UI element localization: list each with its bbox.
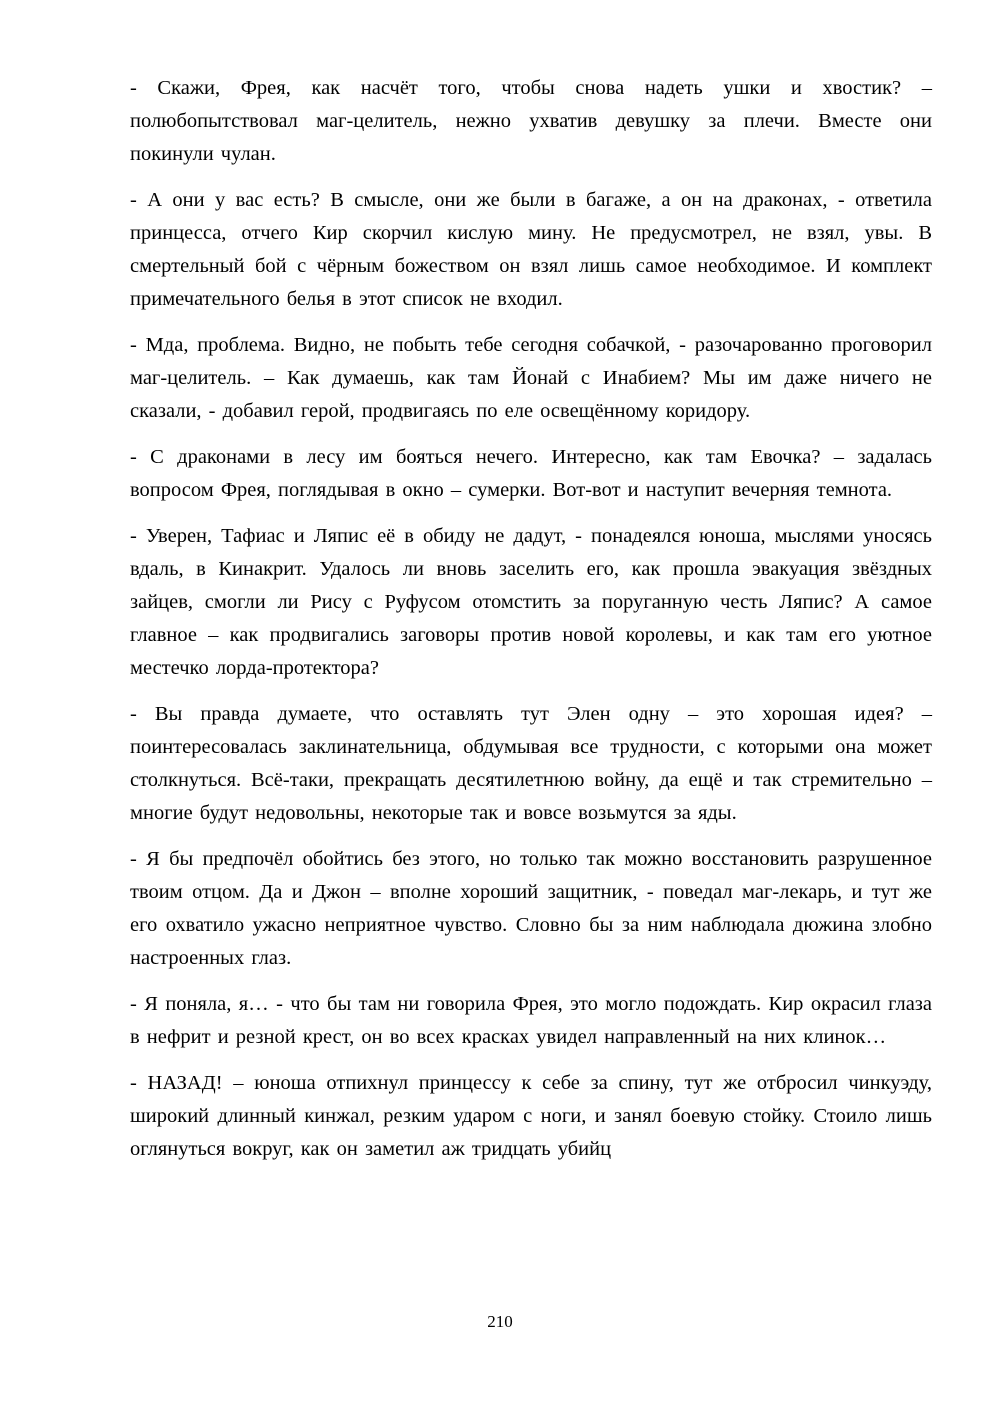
paragraph-3: - Мда, проблема. Видно, не побыть тебе сегодня собачкой, - разочарованно проговорил маг-целитель. – Как думаешь, как там Йонай с Инабием? Мы им даже ничего не сказали, - добавил герой, продвигаясь по еле освещённому коридору. — [130, 334, 932, 422]
paragraph-6: - Вы правда думаете, что оставлять тут Элен одну – это хорошая идея? – поинтересовалась заклинательница, обдумывая все трудности, с которыми она может столкнуться. Всё-таки, прекращать десятилетнюю войну, да ещё и так стремительно – многие будут недовольны, некоторые так и вовсе возьмутся за яды. — [130, 703, 932, 824]
paragraph-8: - Я поняла, я… - что бы там ни говорила Фрея, это могло подождать. Кир окрасил глаза в нефрит и резной крест, он во всех красках увидел направленный на них клинок… — [130, 993, 932, 1048]
paragraph-4: - С драконами в лесу им бояться нечего. Интересно, как там Евочка? – задалась вопросом Фрея, поглядывая в окно – сумерки. Вот-вот и наступит вечерняя темнота. — [130, 446, 932, 501]
paragraph-5: - Уверен, Тафиас и Ляпис её в обиду не дадут, - понадеялся юноша, мыслями уносясь вдаль, в Кинакрит. Удалось ли вновь заселить его, как прошла эвакуация звёздных зайцев, смогли ли Рису с Руфусом отомстить за поруганную честь Ляпис? А самое главное – как продвигались заговоры против новой королевы, и как там его уютное местечко лорда-протектора? — [130, 525, 932, 679]
paragraph-1: - Скажи, Фрея, как насчёт того, чтобы снова надеть ушки и хвостик? – полюбопытствовал маг-целитель, нежно ухватив девушку за плечи. Вместе они покинули чулан. — [130, 77, 932, 165]
paragraph-7: - Я бы предпочёл обойтись без этого, но только так можно восстановить разрушенное твоим отцом. Да и Джон – вполне хороший защитник, - поведал маг-лекарь, и тут же его охватило ужасно неприятное чувство. Словно бы за ним наблюдала дюжина злобно настроенных глаз. — [130, 848, 932, 969]
paragraph-2: - А они у вас есть? В смысле, они же были в багаже, а он на драконах, - ответила принцесса, отчего Кир скорчил кислую мину. Не предусмотрел, не взял, увы. В смертельный бой с чёрным божеством он взял лишь самое необходимое. И комплект примечательного белья в этот список не входил. — [130, 189, 932, 310]
text-block — [130, 72, 932, 1166]
paragraph-9: - НАЗАД! – юноша отпихнул принцессу к себе за спину, тут же отбросил чинкуэду, широкий длинный кинжал, резким ударом с ноги, и занял боевую стойку. Стоило лишь оглянуться вокруг, как он заметил аж тридцать убийц — [130, 1072, 932, 1160]
page-number: 210 — [487, 1312, 513, 1331]
